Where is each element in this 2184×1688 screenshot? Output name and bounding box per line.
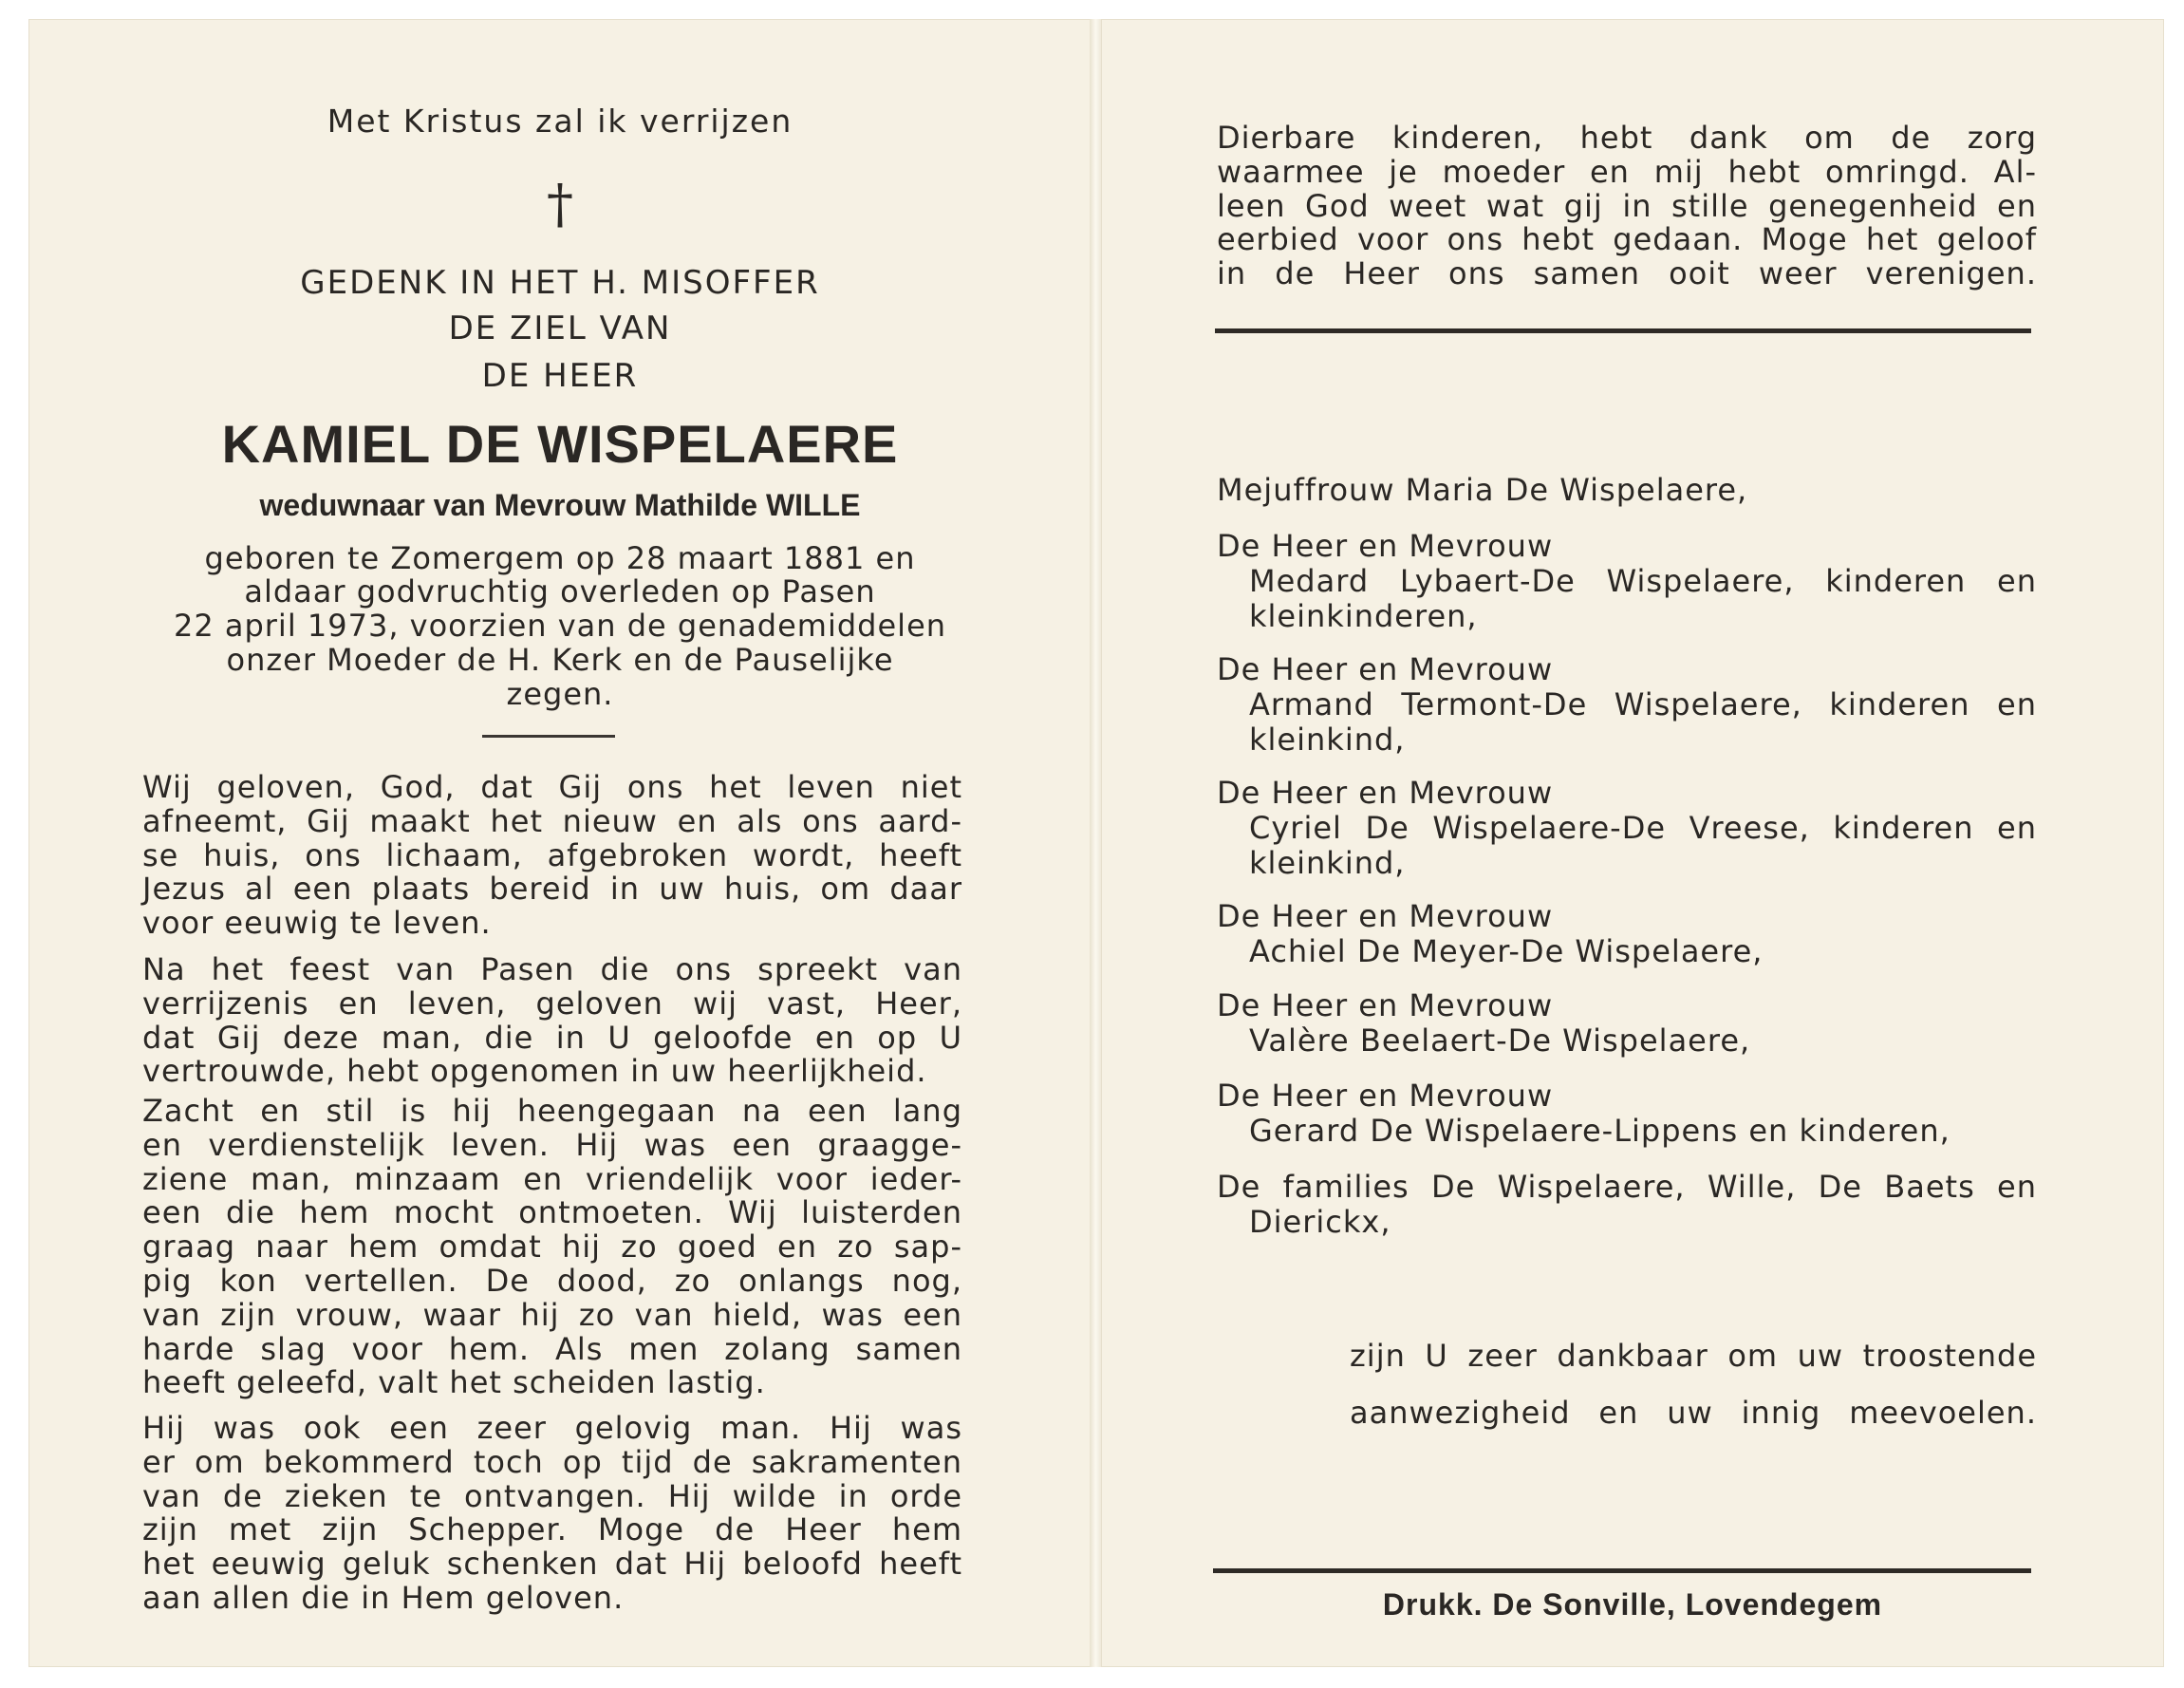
paragraph-line: Na het feest van Pasen die ons spreekt van [142, 951, 962, 987]
cross-icon: † [547, 174, 573, 235]
left-card-panel [28, 19, 1092, 1667]
paragraph-line: zijn met zijn Schepper. Moge de Heer hem [142, 1511, 962, 1548]
paragraph-line: Jezus al een plaats bereid in uw huis, om daar [142, 871, 962, 908]
biography-line: aldaar godvruchtig overleden op Pasen [244, 573, 876, 610]
closing-thanks [1350, 1327, 2037, 1441]
paragraph-line: en verdienstelijk leven. Hij was een graagge- [142, 1126, 962, 1163]
family-names: kleinkind, [1249, 722, 1406, 758]
families-entry [1217, 1170, 2037, 1240]
intro-line: Met Kristus zal ik verrijzen [327, 103, 793, 140]
paragraph-line: Dierbare kinderen, hebt dank om de zorg [1217, 120, 2037, 156]
paragraph-line: dat Gij deze man, die in U geloofde en op U [142, 1019, 962, 1056]
biography-line: onzer Moeder de H. Kerk en de Pauselijke [226, 642, 894, 678]
family-names: Valère Beelaert-De Wispelaere, [1249, 1022, 1751, 1059]
family-names: kleinkind, [1249, 845, 1406, 881]
right-card-panel [1101, 19, 2164, 1667]
widower-line: weduwnaar van Mevrouw Mathilde WILLE [259, 488, 861, 522]
paragraph-line: waarmee je moeder en mij hebt omringd. Al- [1217, 153, 2037, 190]
paragraph-line: een die hem mocht ontmoeten. Wij luisterden [142, 1194, 962, 1231]
family-title: De Heer en Mevrouw [1217, 1078, 1554, 1114]
remembrance-line: GEDENK IN HET H. MISOFFER [300, 264, 820, 302]
thanks-to-children-paragraph [1217, 122, 2037, 291]
family-names: kleinkinderen, [1249, 598, 1478, 634]
paragraph-line: er om bekommerd toch op tijd de sakramenten [142, 1443, 962, 1480]
paragraph-line: Wij geloven, God, dat Gij ons het leven niet [142, 769, 962, 805]
paragraph-line: heeft geleefd, valt het scheiden lastig. [142, 1364, 766, 1401]
paragraph-line: ziene man, minzaam en vriendelijk voor ieder- [142, 1160, 962, 1197]
paragraph-line: graag naar hem omdat hij zo goed en zo sap- [142, 1228, 962, 1266]
biography-line: geboren te Zomergem op 28 maart 1881 en [204, 540, 916, 576]
life-paragraph [142, 1095, 962, 1400]
closing-line: zijn U zeer dankbaar om uw troostende [1350, 1338, 2037, 1374]
family-entry [1217, 776, 2037, 881]
family-names: Armand Termont-De Wispelaere, kinderen en [1249, 686, 2037, 722]
paragraph-line: Hij was ook een zeer gelovig man. Hij was [142, 1410, 962, 1446]
paragraph-line: aan allen die in Hem geloven. [142, 1579, 625, 1616]
soul-of-line: DE ZIEL VAN [448, 309, 672, 347]
family-names: Medard Lybaert-De Wispelaere, kinderen en [1249, 563, 2037, 599]
paragraph-line: van zijn vrouw, waar hij zo van hield, was een [142, 1296, 962, 1333]
paragraph-line: verrijzenis en leven, geloven wij vast, Heer, [142, 985, 962, 1022]
deceased-name: KAMIEL DE WISPELAERE [221, 414, 899, 474]
family-title: De Heer en Mevrouw [1217, 528, 1554, 564]
paragraph-line: se huis, ons lichaam, afgebroken wordt, heeft [142, 836, 962, 873]
family-names: Gerard De Wispelaere-Lippens en kinderen, [1249, 1113, 1951, 1149]
paragraph-line: Zacht en stil is hij heengegaan na een lang [142, 1093, 962, 1129]
paragraph-line: vertrouwde, hebt opgenomen in uw heerlijkheid. [142, 1053, 927, 1090]
paragraph-line: eerbied voor ons hebt gedaan. Moge het geloof [1217, 221, 2037, 258]
top-divider [1215, 328, 2031, 333]
family-names: Achiel De Meyer-De Wispelaere, [1249, 933, 1764, 969]
families-line: De families De Wispelaere, Wille, De Baets en [1217, 1169, 2037, 1205]
family-title: De Heer en Mevrouw [1217, 775, 1554, 811]
family-names: Cyriel De Wispelaere-De Vreese, kinderen en [1249, 810, 2037, 846]
paragraph-line: in de Heer ons samen ooit weer verenigen. [1217, 255, 2037, 292]
families-line: Dierickx, [1249, 1204, 1391, 1240]
printer-credit: Drukk. De Sonville, Lovendegem [1382, 1587, 1883, 1622]
paragraph-line: voor eeuwig te leven. [142, 905, 492, 942]
biography-line: zegen. [506, 676, 614, 712]
family-entry [1217, 899, 2037, 969]
family-title: De Heer en Mevrouw [1217, 651, 1554, 687]
paragraph-line: van de zieken te ontvangen. Hij wilde in orde [142, 1477, 962, 1514]
family-entry [1217, 988, 2037, 1059]
family-entry [1217, 529, 2037, 634]
family-entry [1217, 1078, 2037, 1149]
bottom-divider [1213, 1568, 2031, 1573]
paragraph-line: pig kon vertellen. De dood, zo onlangs nog, [142, 1262, 962, 1299]
paragraph-line: afneemt, Gij maakt het nieuw en als ons aard- [142, 802, 962, 839]
faithful-paragraph [142, 1412, 962, 1616]
biography-line: 22 april 1973, voorzien van de genademiddelen [173, 608, 947, 644]
paragraph-line: harde slag voor hem. Als men zolang samen [142, 1330, 962, 1367]
family-entry [1217, 652, 2037, 758]
faith-paragraph [142, 771, 962, 941]
closing-line: aanwezigheid en uw innig meevoelen. [1350, 1395, 2037, 1431]
family-title: De Heer en Mevrouw [1217, 987, 1554, 1023]
gentleman-line: DE HEER [481, 357, 639, 395]
family-intro: Mejuffrouw Maria De Wispelaere, [1217, 472, 1748, 508]
easter-paragraph [142, 953, 962, 1089]
family-title: De Heer en Mevrouw [1217, 898, 1554, 934]
paragraph-line: leen God weet wat gij in stille genegenheid en [1217, 187, 2037, 224]
paragraph-line: het eeuwig geluk schenken dat Hij beloofd heeft [142, 1546, 962, 1583]
short-divider [482, 735, 615, 738]
